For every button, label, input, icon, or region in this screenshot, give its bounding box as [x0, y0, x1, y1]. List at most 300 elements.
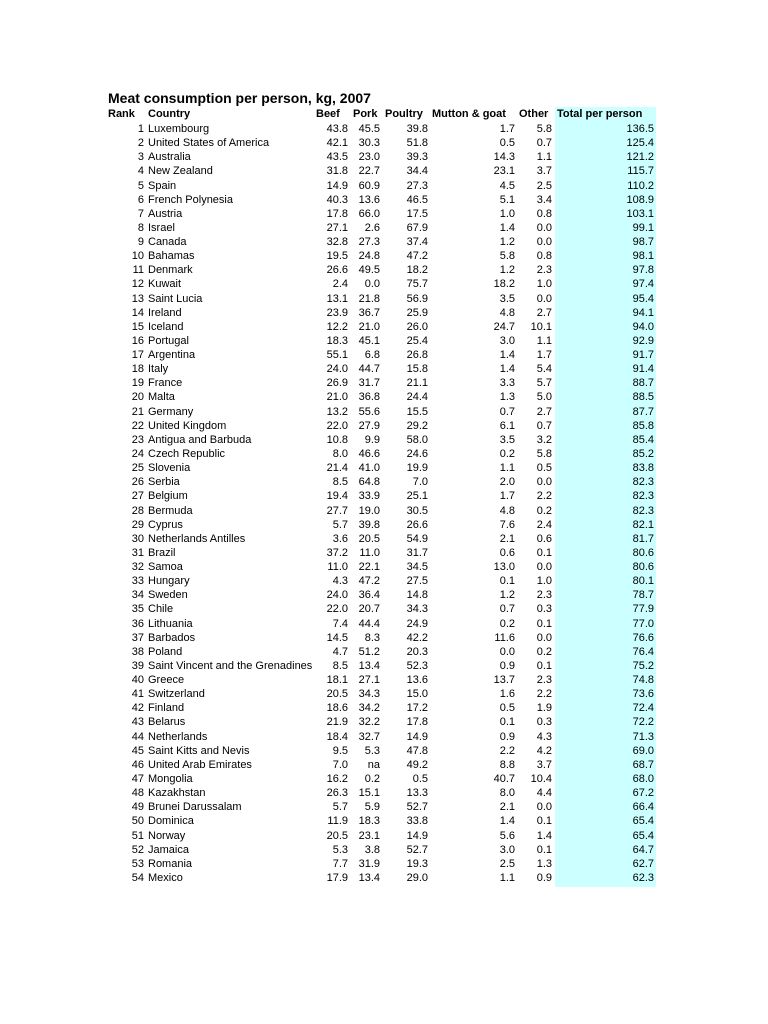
table-row	[0, 687, 768, 701]
cell-rank: 19	[131, 377, 144, 390]
cell-country: Brunei Darussalam	[148, 801, 242, 814]
cell-pork: 22.1	[358, 561, 380, 574]
cell-pork: 13.6	[358, 193, 380, 206]
cell-pork: 49.5	[358, 264, 380, 277]
cell-mutton: 0.2	[499, 447, 515, 460]
cell-other: 3.4	[536, 193, 552, 206]
cell-country: Brazil	[148, 546, 176, 559]
cell-poultry: 39.3	[406, 151, 428, 164]
cell-other: 0.1	[536, 659, 552, 672]
cell-country: Dominica	[148, 815, 194, 828]
cell-total: 121.2	[626, 151, 654, 164]
cell-other: 0.1	[536, 815, 552, 828]
cell-total: 81.7	[632, 532, 654, 545]
cell-other: 0.1	[536, 546, 552, 559]
cell-other: 3.7	[536, 165, 552, 178]
cell-pork: 31.9	[358, 857, 380, 870]
cell-other: 0.0	[536, 476, 552, 489]
cell-rank: 38	[131, 645, 144, 658]
cell-poultry: 29.2	[406, 419, 428, 432]
cell-other: 5.0	[536, 391, 552, 404]
cell-poultry: 27.3	[406, 179, 428, 192]
table-row	[0, 419, 768, 433]
cell-country: Bahamas	[148, 250, 195, 263]
cell-poultry: 46.5	[406, 193, 428, 206]
cell-poultry: 47.8	[406, 744, 428, 757]
cell-rank: 50	[131, 815, 144, 828]
cell-country: Norway	[148, 829, 186, 842]
cell-other: 10.1	[530, 320, 552, 333]
cell-mutton: 18.2	[493, 278, 515, 291]
cell-rank: 7	[137, 207, 144, 220]
table-row	[0, 574, 768, 588]
cell-total: 74.8	[632, 674, 654, 687]
cell-country: Poland	[148, 645, 183, 658]
cell-mutton: 2.1	[499, 801, 515, 814]
cell-pork: 0.2	[364, 772, 380, 785]
table-row	[0, 518, 768, 532]
cell-country: Saint Lucia	[148, 292, 203, 305]
cell-total: 72.2	[632, 716, 654, 729]
cell-rank: 9	[137, 236, 144, 249]
cell-mutton: 24.7	[493, 320, 515, 333]
cell-total: 99.1	[632, 221, 654, 234]
cell-beef: 3.6	[332, 532, 348, 545]
cell-beef: 7.7	[332, 857, 348, 870]
cell-beef: 22.0	[326, 419, 348, 432]
cell-rank: 3	[137, 151, 144, 164]
cell-pork: 18.3	[358, 815, 380, 828]
table-row	[0, 376, 768, 390]
cell-pork: 21.8	[358, 292, 380, 305]
cell-country: Germany	[148, 405, 194, 418]
cell-other: 0.8	[536, 207, 552, 220]
header-rank: Rank	[108, 108, 135, 120]
cell-total: 94.0	[632, 320, 654, 333]
cell-country: Mongolia	[148, 772, 193, 785]
cell-beef: 26.9	[326, 377, 348, 390]
header-other: Other	[519, 108, 549, 120]
cell-country: Italy	[148, 363, 169, 376]
cell-beef: 13.1	[326, 292, 348, 305]
cell-other: 0.9	[536, 871, 552, 884]
cell-rank: 22	[131, 419, 144, 432]
cell-other: 1.0	[536, 575, 552, 588]
cell-beef: 8.5	[332, 659, 348, 672]
cell-poultry: 24.4	[406, 391, 428, 404]
cell-country: Argentina	[148, 349, 196, 362]
cell-beef: 11.0	[327, 561, 348, 574]
cell-total: 65.4	[632, 815, 654, 828]
cell-pork: 44.7	[358, 363, 380, 376]
cell-mutton: 1.4	[499, 815, 515, 828]
cell-poultry: 13.3	[406, 787, 428, 800]
cell-rank: 47	[131, 772, 144, 785]
cell-country: Switzerland	[148, 688, 205, 701]
cell-rank: 4	[137, 165, 144, 178]
table-row	[0, 701, 768, 715]
cell-total: 77.0	[632, 617, 654, 630]
cell-beef: 43.5	[326, 151, 348, 164]
table-row	[0, 871, 768, 885]
header-pork: Pork	[353, 108, 378, 120]
cell-country: United Kingdom	[148, 419, 227, 432]
cell-rank: 14	[131, 306, 144, 319]
table-row	[0, 715, 768, 729]
table-row	[0, 617, 768, 631]
cell-pork: 22.7	[358, 165, 380, 178]
cell-pork: 11.0	[359, 546, 380, 559]
cell-pork: 66.0	[358, 207, 380, 220]
cell-pork: 27.3	[358, 236, 380, 249]
cell-total: 73.6	[632, 688, 654, 701]
cell-beef: 42.1	[326, 137, 348, 150]
cell-country: Greece	[148, 674, 185, 687]
cell-poultry: 26.8	[406, 349, 428, 362]
table-row	[0, 758, 768, 772]
cell-beef: 4.3	[332, 575, 348, 588]
cell-pork: 30.3	[358, 137, 380, 150]
cell-beef: 5.3	[332, 843, 348, 856]
cell-other: 0.0	[536, 236, 552, 249]
cell-pork: 23.1	[358, 829, 380, 842]
table-row	[0, 475, 768, 489]
cell-beef: 10.8	[326, 433, 348, 446]
cell-pork: 3.8	[364, 843, 380, 856]
cell-pork: 0.0	[364, 278, 380, 291]
cell-poultry: 37.4	[406, 236, 428, 249]
cell-mutton: 3.0	[499, 843, 515, 856]
cell-total: 98.7	[632, 236, 654, 249]
cell-total: 82.3	[632, 490, 654, 503]
cell-country: Barbados	[148, 631, 196, 644]
table-row	[0, 150, 768, 164]
cell-pork: 36.7	[358, 306, 380, 319]
table-row	[0, 588, 768, 602]
cell-total: 103.1	[626, 207, 654, 220]
cell-rank: 8	[137, 221, 144, 234]
cell-rank: 36	[131, 617, 144, 630]
cell-total: 94.1	[632, 306, 654, 319]
cell-total: 136.5	[626, 123, 654, 135]
cell-poultry: 34.5	[406, 561, 428, 574]
cell-mutton: 1.2	[499, 236, 515, 249]
cell-rank: 17	[131, 349, 144, 362]
cell-country: Portugal	[148, 334, 189, 347]
cell-pork: 27.1	[358, 674, 380, 687]
cell-rank: 16	[131, 334, 144, 347]
cell-country: Israel	[148, 221, 175, 234]
cell-mutton: 5.6	[499, 829, 515, 842]
cell-other: 0.0	[536, 801, 552, 814]
cell-total: 108.9	[626, 193, 654, 206]
cell-country: United States of America	[148, 137, 270, 150]
cell-country: French Polynesia	[148, 193, 233, 206]
cell-total: 77.9	[632, 603, 654, 616]
cell-mutton: 0.9	[499, 730, 515, 743]
table-row	[0, 122, 768, 136]
cell-rank: 51	[131, 829, 144, 842]
cell-other: 0.8	[536, 250, 552, 263]
cell-pork: 5.9	[364, 801, 380, 814]
cell-mutton: 1.2	[499, 589, 515, 602]
cell-other: 5.4	[536, 363, 552, 376]
cell-rank: 48	[131, 787, 144, 800]
cell-pork: 23.0	[358, 151, 380, 164]
cell-beef: 18.6	[326, 702, 348, 715]
cell-total: 95.4	[632, 292, 654, 305]
cell-country: Czech Republic	[148, 447, 226, 460]
cell-poultry: 18.2	[406, 264, 428, 277]
cell-beef: 14.5	[326, 631, 348, 644]
cell-other: 0.1	[536, 617, 552, 630]
cell-pork: 13.4	[358, 659, 380, 672]
header-mutton-goat: Mutton & goat	[432, 108, 506, 120]
cell-pork: 8.3	[364, 631, 380, 644]
cell-other: 2.5	[536, 179, 552, 192]
cell-mutton: 4.8	[499, 504, 515, 517]
cell-total: 80.1	[632, 575, 654, 588]
cell-other: 4.2	[536, 744, 552, 757]
cell-mutton: 0.0	[499, 645, 515, 658]
cell-mutton: 0.5	[499, 137, 515, 150]
cell-mutton: 0.7	[499, 603, 515, 616]
cell-rank: 20	[131, 391, 144, 404]
cell-other: 3.7	[536, 758, 552, 771]
cell-rank: 12	[131, 278, 144, 291]
cell-country: Jamaica	[148, 843, 189, 856]
cell-beef: 8.0	[332, 447, 348, 460]
cell-other: 2.2	[536, 490, 552, 503]
cell-mutton: 2.5	[499, 857, 515, 870]
cell-pork: 9.9	[364, 433, 380, 446]
cell-poultry: 47.2	[406, 250, 428, 263]
cell-beef: 40.3	[326, 193, 348, 206]
cell-beef: 17.9	[326, 871, 348, 884]
cell-pork: 39.8	[358, 518, 380, 531]
cell-poultry: 52.7	[406, 843, 428, 856]
cell-rank: 27	[131, 490, 144, 503]
cell-country: United Arab Emirates	[148, 758, 252, 771]
cell-country: Cyprus	[148, 518, 183, 531]
table-row	[0, 136, 768, 150]
cell-beef: 26.3	[326, 787, 348, 800]
cell-other: 3.2	[536, 433, 552, 446]
cell-mutton: 5.1	[499, 193, 515, 206]
cell-country: Belgium	[148, 490, 188, 503]
header-beef: Beef	[316, 108, 340, 120]
cell-total: 85.8	[632, 419, 654, 432]
cell-pork: 27.9	[358, 419, 380, 432]
cell-beef: 4.7	[332, 645, 348, 658]
cell-rank: 43	[131, 716, 144, 729]
cell-beef: 22.0	[326, 603, 348, 616]
cell-country: Kuwait	[148, 278, 182, 291]
cell-rank: 1	[137, 123, 144, 135]
cell-total: 97.4	[632, 278, 654, 291]
cell-poultry: 52.7	[406, 801, 428, 814]
table-row	[0, 673, 768, 687]
cell-beef: 18.1	[326, 674, 348, 687]
cell-total: 75.2	[632, 659, 654, 672]
cell-mutton: 1.4	[499, 349, 515, 362]
cell-poultry: 19.3	[406, 857, 428, 870]
cell-poultry: 30.5	[406, 504, 428, 517]
cell-country: Spain	[148, 179, 177, 192]
cell-total: 82.1	[632, 518, 654, 531]
cell-poultry: 20.3	[406, 645, 428, 658]
cell-country: Belarus	[148, 716, 186, 729]
table-row	[0, 306, 768, 320]
cell-other: 10.4	[530, 772, 552, 785]
table-row	[0, 857, 768, 871]
cell-country: Mexico	[148, 871, 183, 884]
cell-pork: 41.0	[358, 462, 380, 475]
cell-rank: 42	[131, 702, 144, 715]
table-row	[0, 631, 768, 645]
cell-rank: 5	[137, 179, 144, 192]
cell-other: 0.3	[536, 603, 552, 616]
table-row	[0, 348, 768, 362]
cell-poultry: 26.6	[406, 518, 428, 531]
cell-beef: 31.8	[326, 165, 348, 178]
cell-poultry: 49.2	[406, 758, 428, 771]
cell-pork: 47.2	[358, 575, 380, 588]
cell-other: 2.7	[536, 405, 552, 418]
cell-other: 0.0	[536, 561, 552, 574]
cell-beef: 5.7	[332, 518, 348, 531]
cell-total: 88.7	[632, 377, 654, 390]
cell-mutton: 1.4	[499, 221, 515, 234]
cell-other: 2.2	[536, 688, 552, 701]
cell-rank: 52	[131, 843, 144, 856]
cell-total: 69.0	[632, 744, 654, 757]
cell-pork: 60.9	[358, 179, 380, 192]
cell-country: Slovenia	[148, 462, 191, 475]
cell-rank: 46	[131, 758, 144, 771]
cell-total: 85.2	[632, 447, 654, 460]
cell-mutton: 0.1	[499, 575, 515, 588]
cell-country: Sweden	[148, 589, 188, 602]
cell-other: 5.8	[536, 123, 552, 135]
cell-other: 0.7	[536, 137, 552, 150]
cell-rank: 24	[131, 447, 144, 460]
table-row	[0, 164, 768, 178]
cell-beef: 7.4	[332, 617, 348, 630]
cell-rank: 28	[131, 504, 144, 517]
table-row	[0, 405, 768, 419]
table-row	[0, 221, 768, 235]
cell-poultry: 75.7	[406, 278, 428, 291]
cell-beef: 27.7	[326, 504, 348, 517]
table-row	[0, 277, 768, 291]
table-row	[0, 772, 768, 786]
cell-country: Netherlands Antilles	[148, 532, 246, 545]
cell-country: Samoa	[148, 561, 183, 574]
cell-beef: 11.9	[327, 815, 348, 828]
cell-beef: 32.8	[326, 236, 348, 249]
table-row	[0, 829, 768, 843]
cell-beef: 2.4	[332, 278, 348, 291]
cell-total: 88.5	[632, 391, 654, 404]
cell-country: Malta	[148, 391, 175, 404]
cell-pork: 44.4	[358, 617, 380, 630]
cell-rank: 13	[131, 292, 144, 305]
cell-mutton: 6.1	[499, 419, 515, 432]
cell-pork: 24.8	[358, 250, 380, 263]
table-row	[0, 560, 768, 574]
cell-other: 1.3	[536, 857, 552, 870]
cell-total: 78.7	[632, 589, 654, 602]
table-row	[0, 334, 768, 348]
cell-rank: 25	[131, 462, 144, 475]
cell-total: 82.3	[632, 476, 654, 489]
cell-pork: 15.1	[358, 787, 380, 800]
cell-poultry: 34.3	[406, 603, 428, 616]
cell-pork: 46.6	[358, 447, 380, 460]
cell-total: 76.6	[632, 631, 654, 644]
cell-mutton: 4.5	[499, 179, 515, 192]
cell-poultry: 54.9	[406, 532, 428, 545]
cell-pork: 33.9	[358, 490, 380, 503]
cell-other: 1.1	[536, 151, 552, 164]
cell-total: 67.2	[632, 787, 654, 800]
cell-mutton: 1.6	[499, 688, 515, 701]
cell-beef: 20.5	[326, 829, 348, 842]
cell-pork: 6.8	[364, 349, 380, 362]
cell-rank: 30	[131, 532, 144, 545]
cell-beef: 37.2	[326, 546, 348, 559]
cell-total: 125.4	[626, 137, 654, 150]
cell-other: 2.4	[536, 518, 552, 531]
cell-poultry: 15.8	[406, 363, 428, 376]
cell-rank: 34	[131, 589, 144, 602]
cell-pork: 55.6	[358, 405, 380, 418]
table-row	[0, 645, 768, 659]
cell-other: 4.3	[536, 730, 552, 743]
cell-mutton: 40.7	[493, 772, 515, 785]
cell-other: 2.3	[536, 674, 552, 687]
cell-other: 0.3	[536, 716, 552, 729]
cell-beef: 43.8	[326, 123, 348, 135]
cell-mutton: 0.9	[499, 659, 515, 672]
cell-mutton: 1.4	[499, 363, 515, 376]
cell-other: 1.4	[536, 829, 552, 842]
cell-mutton: 0.6	[499, 546, 515, 559]
cell-rank: 6	[137, 193, 144, 206]
cell-mutton: 1.3	[499, 391, 515, 404]
cell-country: Lithuania	[148, 617, 193, 630]
table-row	[0, 235, 768, 249]
table-row	[0, 546, 768, 560]
cell-mutton: 3.5	[499, 292, 515, 305]
cell-poultry: 19.9	[406, 462, 428, 475]
cell-other: 0.1	[536, 843, 552, 856]
cell-beef: 24.0	[326, 589, 348, 602]
cell-other: 0.2	[536, 645, 552, 658]
cell-poultry: 25.9	[406, 306, 428, 319]
cell-mutton: 1.7	[499, 123, 515, 135]
cell-total: 115.7	[627, 165, 654, 178]
table-row	[0, 730, 768, 744]
cell-mutton: 3.3	[499, 377, 515, 390]
cell-country: Saint Kitts and Nevis	[148, 744, 250, 757]
cell-total: 62.3	[632, 871, 654, 884]
cell-pork: 31.7	[358, 377, 380, 390]
cell-poultry: 17.8	[406, 716, 428, 729]
table-row	[0, 659, 768, 673]
table-row	[0, 320, 768, 334]
